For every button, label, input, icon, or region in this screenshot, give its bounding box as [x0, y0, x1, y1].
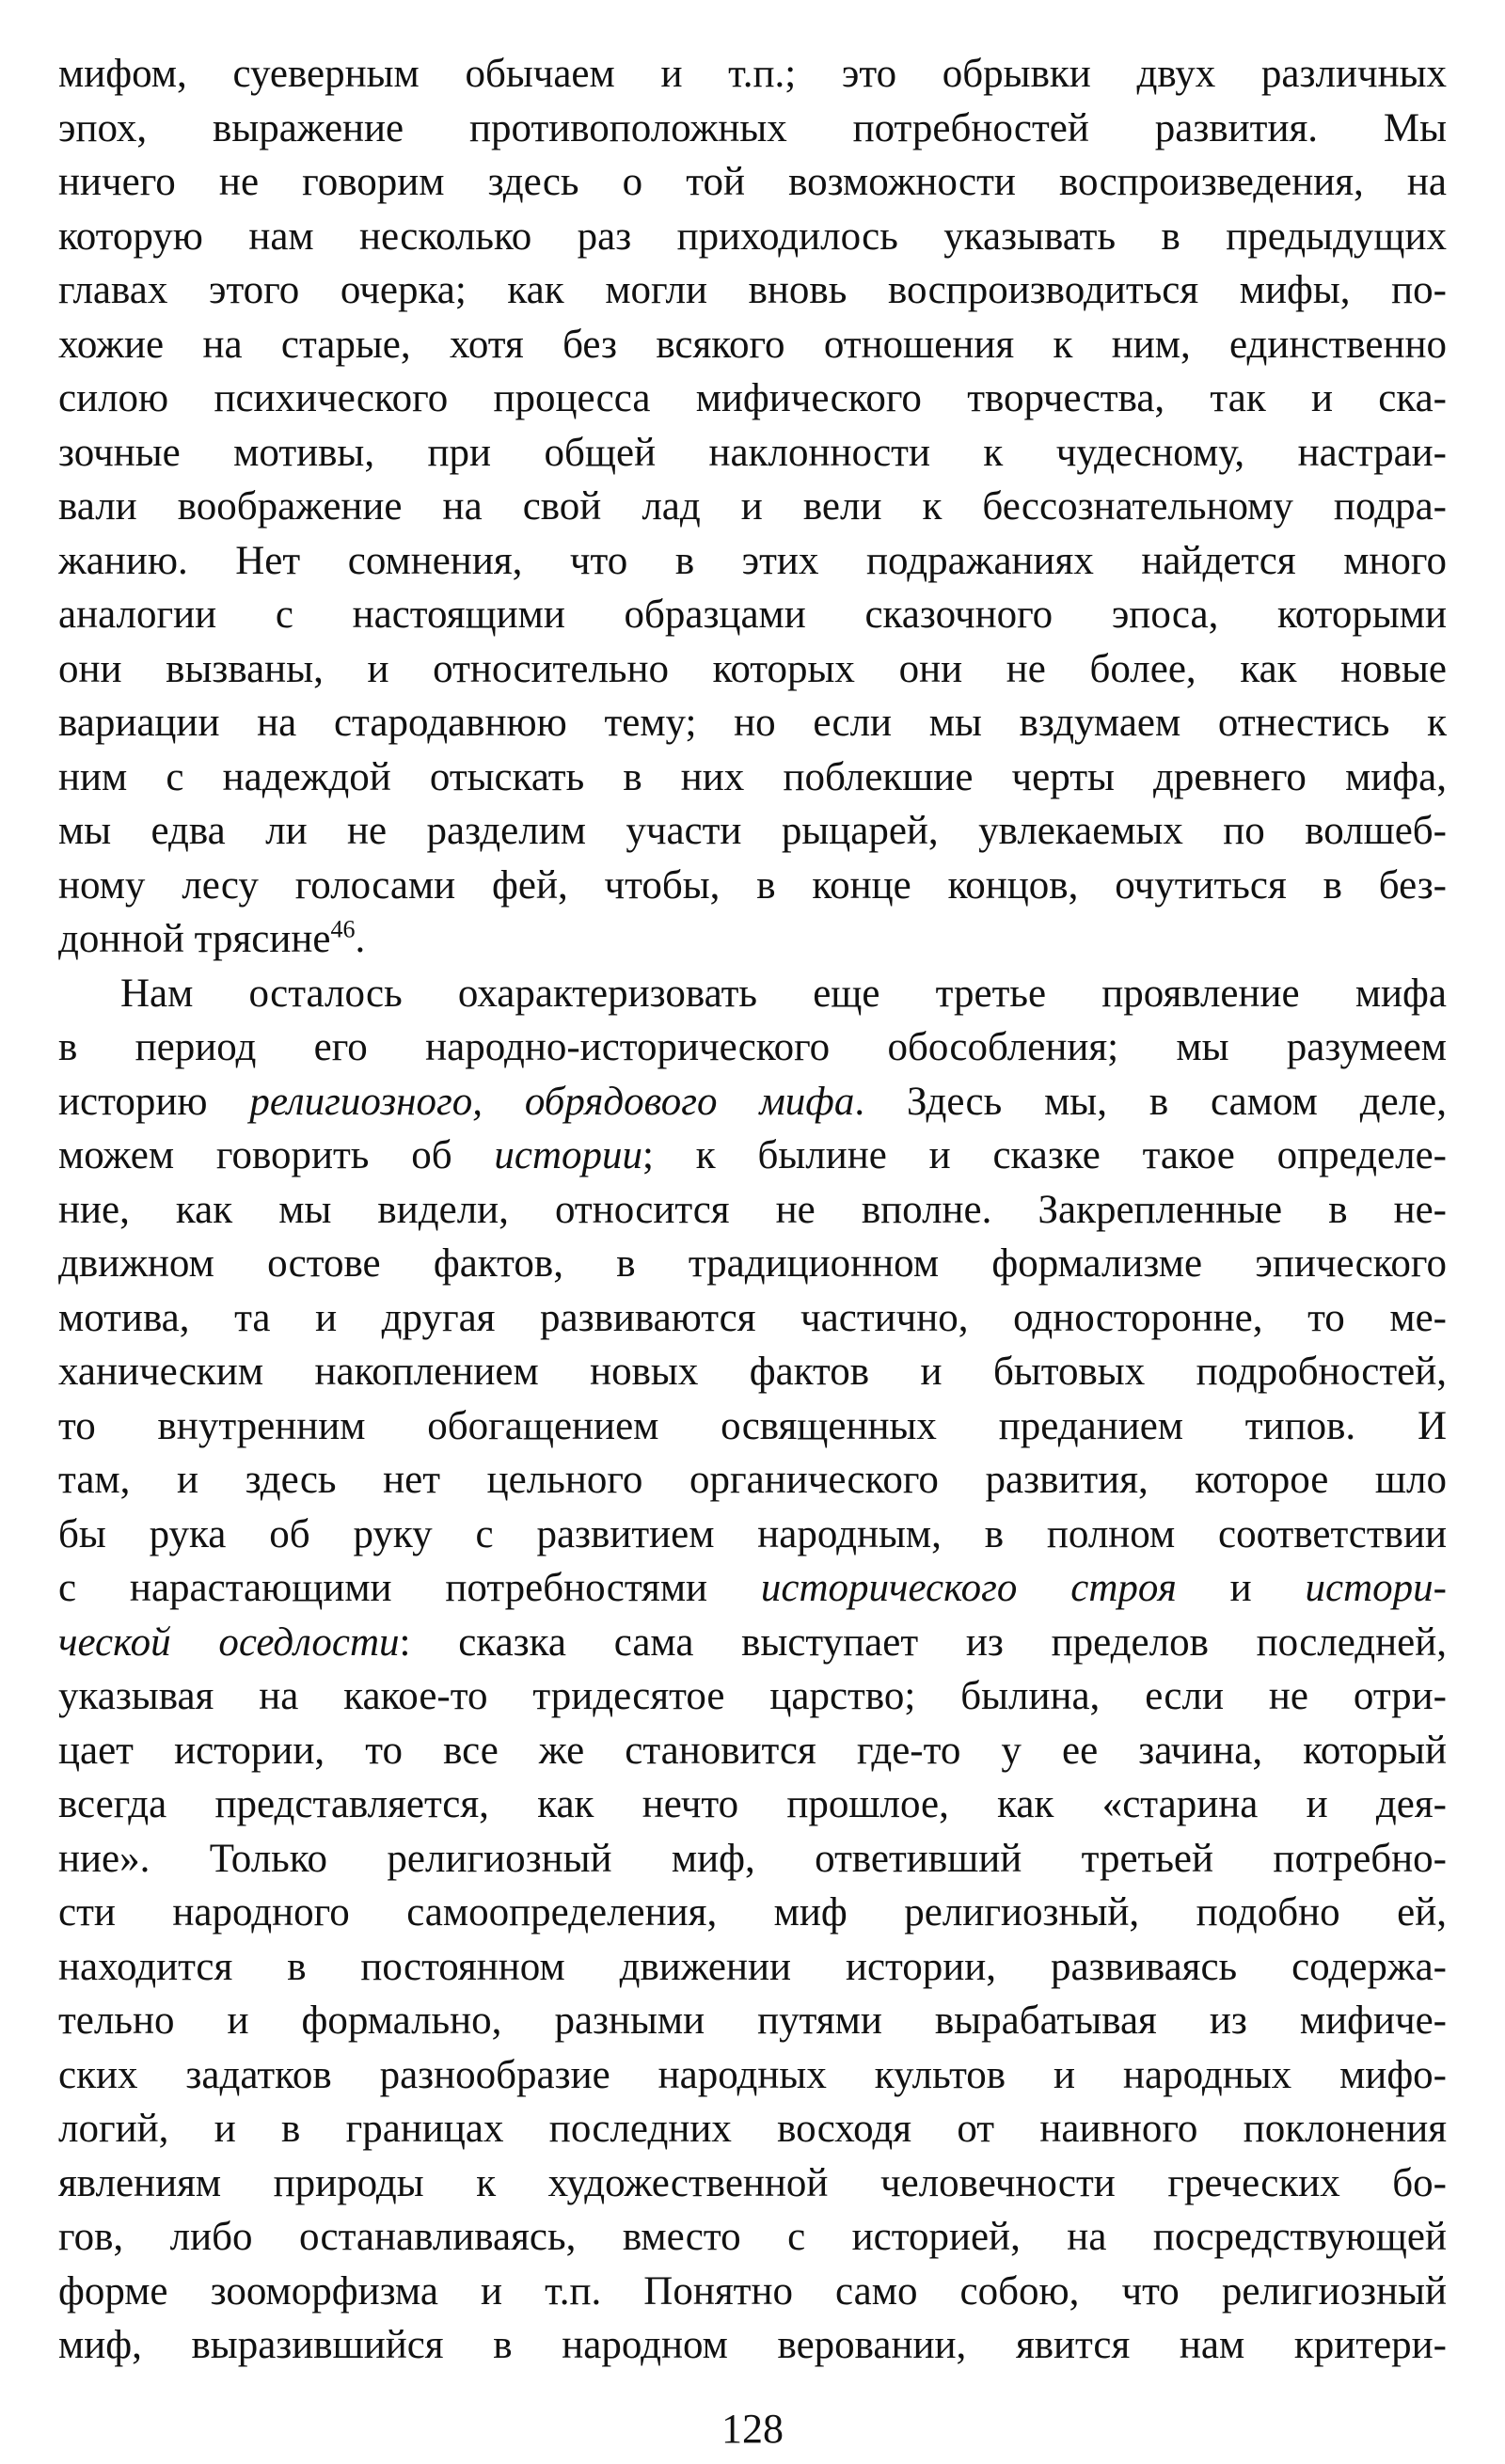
text-line: [58, 804, 1447, 859]
italic-text: ческой оседлости: [58, 1619, 400, 1665]
text-segment: мифом, суеверным обычаем и т.п.; это обрывки двух различных: [58, 52, 1447, 96]
text-segment: в период его народно-исторического обособления; мы разумеем: [58, 1025, 1447, 1069]
text-segment: эпох, выражение противоположных потребностей развития. Мы: [58, 105, 1447, 150]
text-segment: мотива, та и другая развиваются частично, односторонне, то ме-: [58, 1295, 1447, 1340]
text-line: [58, 2265, 1447, 2319]
text-line: [58, 1345, 1447, 1399]
text-line: [58, 371, 1447, 426]
text-line: [58, 263, 1447, 318]
text-segment: аналогии с настоящими образцами сказочного эпоса, которыми: [58, 592, 1447, 637]
text-line: [58, 155, 1447, 210]
text-line: [58, 1399, 1447, 1454]
text-segment: там, и здесь нет цельного органического развития, которое шло: [58, 1458, 1447, 1502]
text-segment: вариации на стародавнюю тему; но если мы вздумаем отнестись к: [58, 701, 1447, 745]
text-line: [58, 1940, 1447, 1995]
text-segment: форме зооморфизма и т.п. Понятно само собою, что религиозный: [58, 2268, 1447, 2314]
text-line: [58, 210, 1447, 264]
text-segment: ние, как мы видели, относится не вполне. Закрепленные в не-: [58, 1187, 1447, 1232]
text-segment: всегда представляется, как нечто прошлое, как «старина и дея-: [58, 1782, 1447, 1826]
italic-text: истори-: [1305, 1566, 1447, 1610]
text-segment: сти народного самоопределения, миф религиозный, подобно ей,: [58, 1890, 1447, 1935]
text-line: [58, 534, 1447, 589]
text-segment: можем говорить об: [58, 1133, 495, 1177]
text-segment: ним с надеждой отыскать в них поблекшие черты древнего мифа,: [58, 754, 1447, 799]
text-line: [58, 750, 1447, 805]
text-segment: с нарастающими потребностями: [58, 1566, 761, 1610]
text-line: [58, 318, 1447, 372]
text-line: [58, 1886, 1447, 1940]
text-segment: мы едва ли не разделим участи рыцарей, увлекаемых по волшеб-: [58, 809, 1447, 853]
text-line: [58, 1291, 1447, 1346]
text-segment: движном остове фактов, в традиционном формализме эпического: [58, 1241, 1447, 1286]
text-line: [58, 2156, 1447, 2211]
text-line: [58, 1453, 1447, 1508]
text-line: [58, 426, 1447, 481]
text-segment: находится в постоянном движении истории, развиваясь содержа-: [58, 1944, 1447, 1989]
text-line: [58, 696, 1447, 750]
text-segment: тельно и формально, разными путями вырабатывая из мифиче-: [58, 1998, 1447, 2043]
text-segment: которую нам несколько раз приходилось указывать в предыдущих: [58, 213, 1447, 259]
text-segment: главах этого очерка; как могли вновь воспроизводиться мифы, по-: [58, 268, 1447, 312]
text-line: [58, 1777, 1447, 1832]
text-line: [58, 1237, 1447, 1291]
text-segment: ному лесу голосами фей, чтобы, в конце концов, очутиться в без-: [58, 862, 1447, 908]
text-segment: .: [355, 917, 366, 961]
text-segment: миф, выразившийся в народном веровании, явится нам критери-: [58, 2323, 1447, 2367]
text-line: [58, 2048, 1447, 2103]
text-segment: хожие на старые, хотя без всякого отношения к ним, единственно: [58, 322, 1447, 367]
text-segment: они вызваны, и относительно которых они не более, как новые: [58, 646, 1447, 691]
text-line: [58, 1669, 1447, 1724]
text-segment: вали воображение на свой лад и вели к бессознательному подра-: [58, 484, 1447, 529]
text-segment: историю: [58, 1079, 250, 1124]
text-segment: Нам осталось охарактеризовать еще третье проявление мифа: [120, 971, 1447, 1016]
text-segment: ние». Только религиозный миф, ответивший третьей потребно-: [58, 1836, 1447, 1881]
text-line: [58, 1561, 1447, 1616]
text-line: [58, 588, 1447, 642]
italic-text: истории: [494, 1133, 643, 1177]
page-number: 128: [721, 2406, 784, 2452]
text-line: [58, 480, 1447, 534]
italic-text: исторического строя: [760, 1566, 1177, 1610]
italic-text: религиозного, обрядового мифа: [249, 1079, 855, 1124]
text-line: [58, 1832, 1447, 1887]
text-line: [58, 1616, 1447, 1670]
text-line: [58, 912, 1447, 967]
text-line: [58, 1129, 1447, 1183]
text-segment: ; к былине и сказке такое определе-: [642, 1133, 1447, 1177]
text-segment: логий, и в границах последних восходя от наивного поклонения: [58, 2107, 1447, 2151]
text-line: [58, 1020, 1447, 1075]
text-line: [58, 102, 1447, 156]
text-line: [58, 47, 1447, 102]
text-segment: донной трясине: [58, 917, 331, 961]
text-segment: бы рука об руку с развитием народным, в полном соответствии: [58, 1511, 1447, 1556]
text-line: [58, 642, 1447, 697]
text-line: [58, 1075, 1447, 1129]
text-segment: то внутренним обогащением освященных преданием типов. И: [58, 1403, 1447, 1448]
text-line: [58, 1508, 1447, 1562]
text-segment: указывая на какое-то тридесятое царство; былина, если не отри-: [58, 1674, 1447, 1718]
text-segment: и: [1176, 1566, 1306, 1610]
text-line: [58, 967, 1447, 1021]
text-line: [58, 2210, 1447, 2265]
text-line: [58, 859, 1447, 913]
text-line: [58, 1724, 1447, 1778]
text-line: [58, 1183, 1447, 1238]
body-text: [58, 47, 1447, 2373]
text-segment: цает истории, то все же становится где-то у ее зачина, который: [58, 1728, 1447, 1773]
text-segment: ских задатков разнообразие народных культов и народных мифо-: [58, 2052, 1447, 2097]
text-segment: . Здесь мы, в самом деле,: [854, 1079, 1447, 1124]
text-segment: ничего не говорим здесь о той возможности воспроизведения, на: [58, 160, 1447, 204]
text-line: [58, 2318, 1447, 2373]
text-segment: силою психического процесса мифического творчества, так и ска-: [58, 376, 1447, 420]
text-segment: : сказка сама выступает из пределов последней,: [399, 1619, 1447, 1665]
text-segment: явлениям природы к художественной человечности греческих бо-: [58, 2160, 1447, 2205]
text-line: [58, 2102, 1447, 2156]
text-segment: зочные мотивы, при общей наклонности к чудесному, настраи-: [58, 430, 1447, 475]
footnote-ref: 46: [330, 915, 356, 943]
text-segment: ханическим накоплением новых фактов и бытовых подробностей,: [58, 1350, 1447, 1394]
text-segment: гов, либо останавливаясь, вместо с историей, на посредствующей: [58, 2215, 1447, 2259]
text-line: [58, 1994, 1447, 2048]
text-segment: жанию. Нет сомнения, что в этих подражаниях найдется много: [58, 538, 1447, 583]
